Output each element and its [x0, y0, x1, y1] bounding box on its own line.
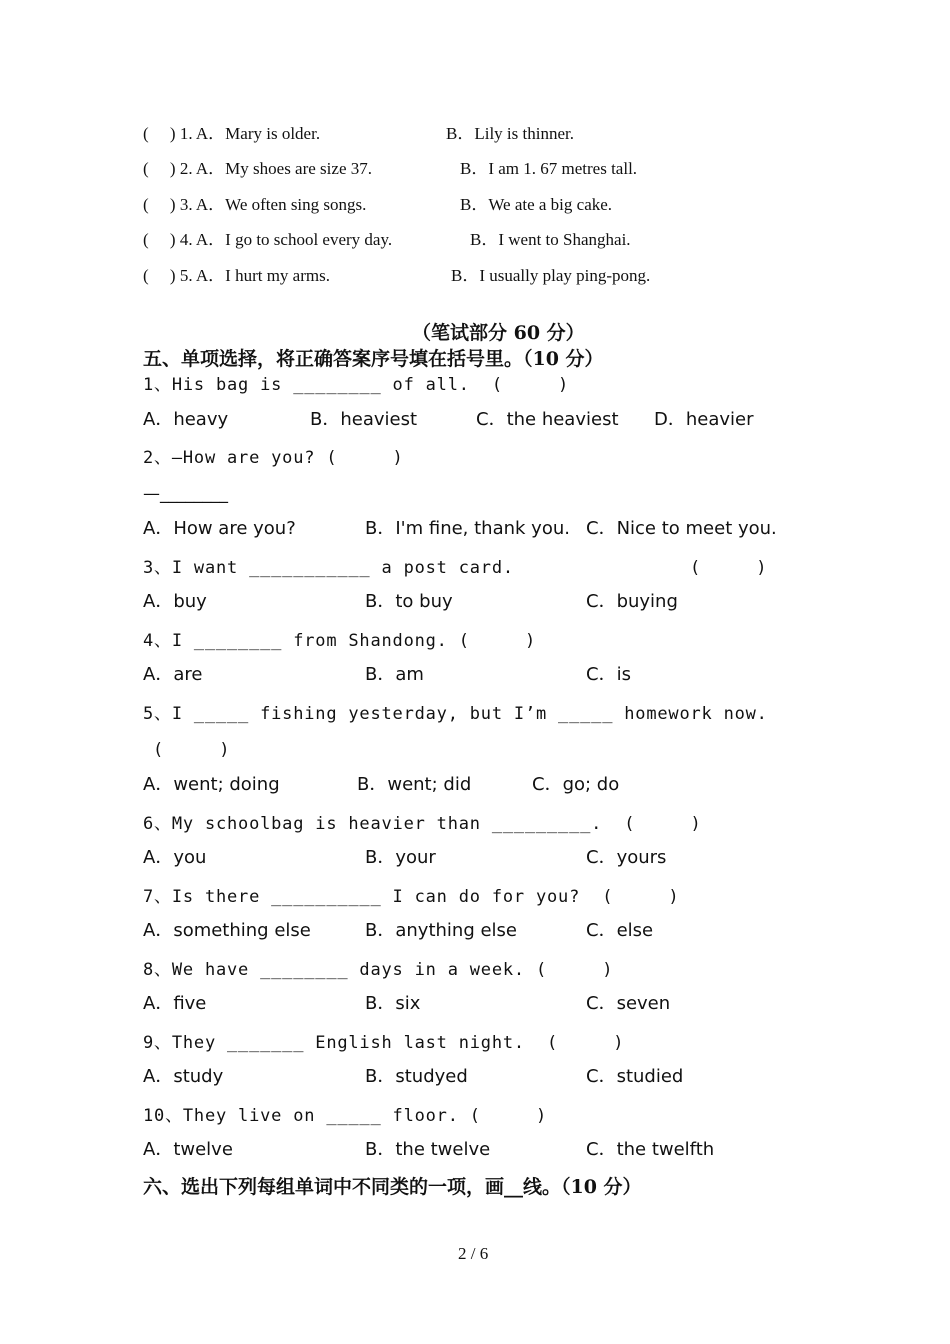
listening-item-2-b: B．I am 1. 67 metres tall.	[460, 159, 638, 178]
question-8-option-a: A．five	[143, 993, 207, 1014]
question-6-option-a: A．you	[143, 847, 207, 868]
question-10-option-b: B．the twelve	[365, 1139, 491, 1160]
question-10-option-a: A．twelve	[143, 1139, 233, 1160]
question-2-option-c: C．Nice to meet you.	[586, 518, 777, 539]
question-9-stem: 9、They _______ English last night. ( )	[143, 1033, 625, 1053]
question-6-option-b: B．your	[365, 847, 436, 868]
question-2-stem: 2、—How are you? ( )	[143, 448, 404, 468]
question-10-stem: 10、They live on _____ floor. ( )	[143, 1106, 548, 1126]
question-4-option-a: A．are	[143, 664, 203, 685]
question-1-option-d: D．heavier	[654, 409, 754, 430]
question-1-option-b: B．heaviest	[310, 409, 418, 430]
question-1-stem: 1、His bag is ________ of all. ( )	[143, 375, 570, 395]
question-7-option-a: A．something else	[143, 920, 311, 941]
listening-item-2-a: ( ) 2. A．My shoes are size 37.	[143, 159, 372, 178]
section-5-title: 五、单项选择，将正确答案序号填在括号里。（10 分）	[143, 348, 604, 370]
question-9-option-b: B．studyed	[365, 1066, 468, 1087]
question-2-option-a: A．How are you?	[143, 518, 296, 539]
question-7-option-c: C．else	[586, 920, 654, 941]
question-3-option-a: A．buy	[143, 591, 207, 612]
question-9-option-c: C．studied	[586, 1066, 684, 1087]
written-part-title: （笔试部分 60 分）	[412, 322, 585, 344]
question-5-option-c: C．go; do	[532, 774, 620, 795]
listening-item-3-a: ( ) 3. A．We often sing songs.	[143, 195, 367, 214]
question-3-stem: 3、I want ___________ a post card.	[143, 558, 514, 578]
question-2-answer-line: —________	[143, 484, 228, 504]
question-1-option-c: C．the heaviest	[476, 409, 619, 430]
question-5-option-b: B．went; did	[357, 774, 472, 795]
question-4-stem: 4、I ________ from Shandong. ( )	[143, 631, 536, 651]
question-3-option-b: B．to buy	[365, 591, 453, 612]
question-9-option-a: A．study	[143, 1066, 224, 1087]
question-6-option-c: C．yours	[586, 847, 667, 868]
listening-item-5-a: ( ) 5. A．I hurt my arms.	[143, 266, 330, 285]
question-8-stem: 8、We have ________ days in a week. ( )	[143, 960, 614, 980]
section-6-title: 六、选出下列每组单词中不同类的一项，画__线。（10 分）	[143, 1176, 642, 1198]
listening-item-1-b: B．Lily is thinner.	[446, 124, 574, 143]
question-8-option-c: C．seven	[586, 993, 671, 1014]
question-7-option-b: B．anything else	[365, 920, 517, 941]
question-10-option-c: C．the twelfth	[586, 1139, 715, 1160]
question-5-stem: 5、I _____ fishing yesterday, but I’m _____ homework now.	[143, 704, 768, 724]
question-8-option-b: B．six	[365, 993, 421, 1014]
listening-item-4-b: B．I went to Shanghai.	[470, 230, 631, 249]
question-4-option-b: B．am	[365, 664, 424, 685]
listening-item-5-b: B．I usually play ping-pong.	[451, 266, 651, 285]
question-4-option-c: C．is	[586, 664, 631, 685]
question-3-option-c: C．buying	[586, 591, 678, 612]
question-5-option-a: A．went; doing	[143, 774, 280, 795]
question-6-stem: 6、My schoolbag is heavier than _________. ( )	[143, 814, 702, 834]
page-number: 2 / 6	[458, 1244, 489, 1263]
listening-item-3-b: B．We ate a big cake.	[460, 195, 613, 214]
question-5-bracket: ( )	[153, 740, 231, 760]
question-7-stem: 7、Is there __________ I can do for you? ( )	[143, 887, 680, 907]
question-3-bracket: ( )	[690, 558, 768, 578]
listening-item-4-a: ( ) 4. A．I go to school every day.	[143, 230, 393, 249]
listening-item-1-a: ( ) 1. A．Mary is older.	[143, 124, 321, 143]
question-2-option-b: B．I'm fine, thank you.	[365, 518, 570, 539]
question-1-option-a: A．heavy	[143, 409, 229, 430]
